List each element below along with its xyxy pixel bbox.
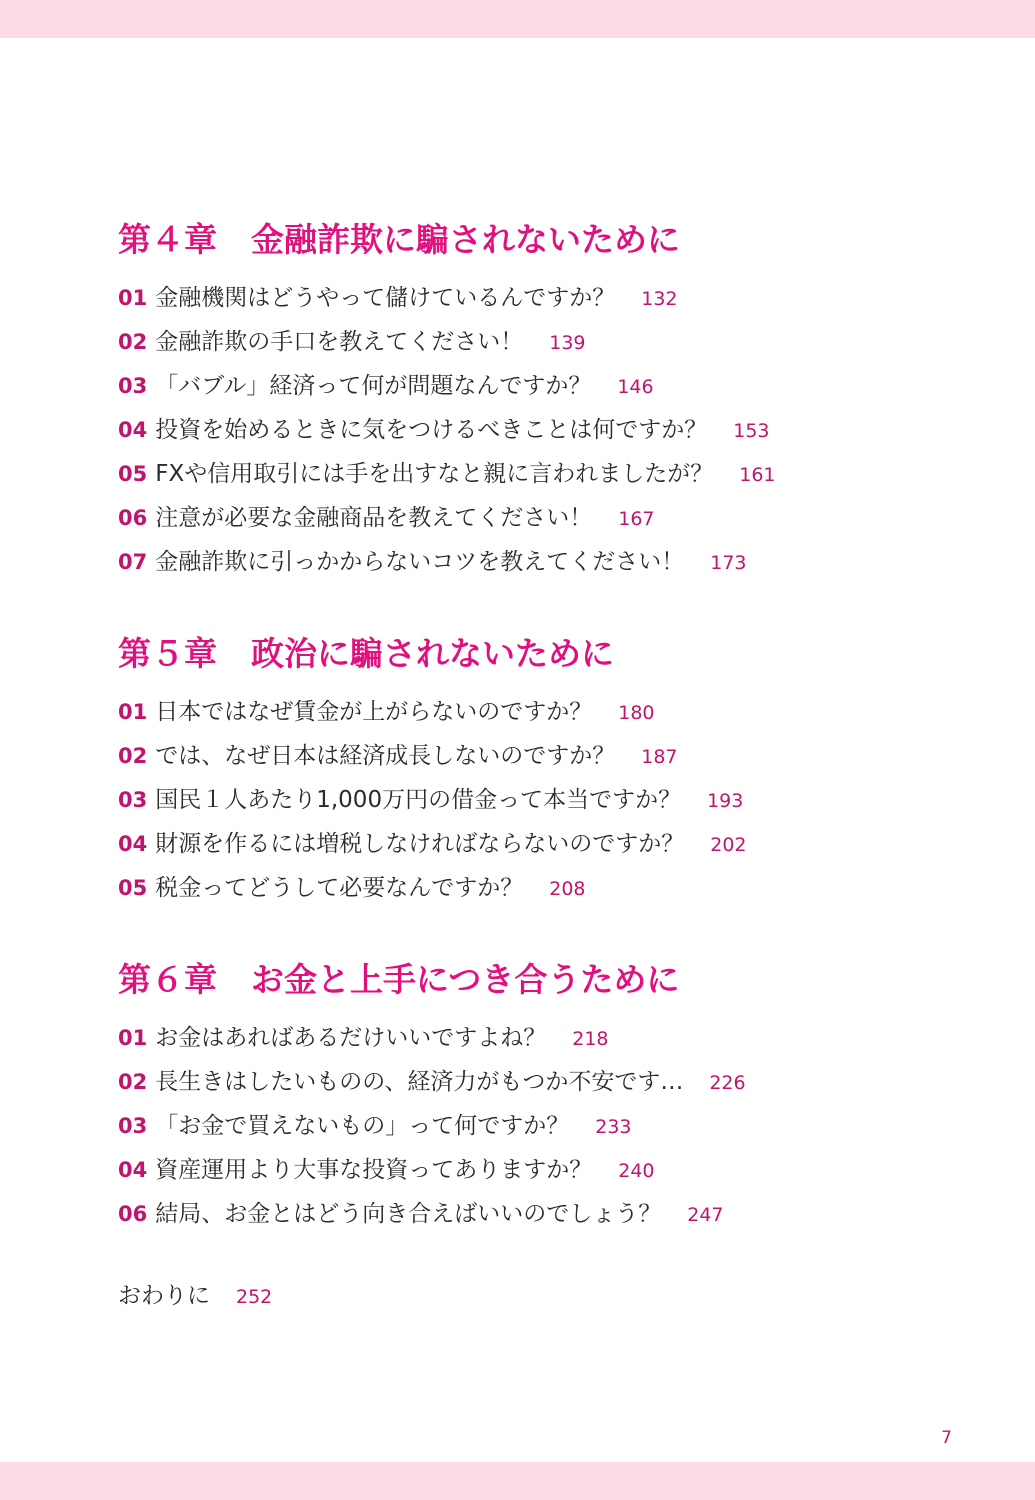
item-title: では、なぜ日本は経済成長しないのですか？ (155, 743, 616, 769)
closing-title: おわりに (118, 1283, 210, 1309)
chapter-label: 第４章 (118, 220, 217, 259)
chapter-title (118, 954, 998, 1006)
item-title: 財源を作るには増税しなければならないのですか？ (155, 831, 685, 857)
item-number: 02 (118, 1070, 148, 1094)
toc-item[interactable] (118, 496, 998, 540)
item-page: 180 (618, 702, 655, 724)
chapter-heading: お金と上手につき合うために (251, 960, 680, 999)
item-page: 208 (549, 878, 586, 900)
toc-item[interactable] (118, 1148, 998, 1192)
item-page: 187 (641, 746, 678, 768)
item-title: 金融詐欺に引っかからないコツを教えてください！ (155, 549, 685, 575)
item-title: 資産運用より大事な投資ってありますか？ (155, 1157, 593, 1183)
item-number: 04 (118, 418, 148, 442)
toc-item[interactable] (118, 822, 998, 866)
top-pink-band (0, 0, 1035, 38)
item-page: 240 (618, 1160, 655, 1182)
toc-item[interactable] (118, 452, 998, 496)
item-title: 投資を始めるときに気をつけるべきことは何ですか？ (155, 417, 708, 443)
item-number: 03 (118, 1114, 148, 1138)
item-title: 「バブル」経済って何が問題なんですか？ (155, 373, 592, 399)
item-title: お金はあればあるだけいいですよね？ (155, 1025, 547, 1051)
toc-item[interactable] (118, 734, 998, 778)
item-number: 04 (118, 832, 148, 856)
page-number: 7 (941, 1428, 952, 1448)
item-page: 167 (618, 508, 655, 530)
item-number: 03 (118, 374, 148, 398)
chapter-4 (118, 214, 998, 584)
toc-item[interactable] (118, 540, 998, 584)
table-of-contents (118, 214, 998, 1318)
item-number: 01 (118, 700, 148, 724)
toc-item[interactable] (118, 408, 998, 452)
item-number: 07 (118, 550, 148, 574)
toc-item[interactable] (118, 1016, 998, 1060)
item-number: 06 (118, 506, 148, 530)
toc-item[interactable] (118, 690, 998, 734)
item-title: 「お金で買えないもの」って何ですか？ (155, 1113, 570, 1139)
closing-page: 252 (236, 1286, 273, 1308)
item-title: 税金ってどうして必要なんですか？ (155, 875, 524, 901)
item-title: FXや信用取引には手を出すなと親に言われましたが？ (155, 461, 714, 487)
item-title: 注意が必要な金融商品を教えてください！ (155, 505, 593, 531)
toc-item[interactable] (118, 1060, 998, 1104)
chapter-title (118, 214, 998, 266)
item-title: 長生きはしたいものの、経済力がもつか不安です… (155, 1069, 684, 1095)
toc-item[interactable] (118, 364, 998, 408)
item-page: 161 (739, 464, 776, 486)
item-number: 03 (118, 788, 148, 812)
item-title: 結局、お金とはどう向き合えばいいのでしょう？ (155, 1201, 662, 1227)
toc-item[interactable] (118, 1104, 998, 1148)
item-page: 173 (710, 552, 747, 574)
chapter-6 (118, 954, 998, 1236)
toc-item[interactable] (118, 276, 998, 320)
item-number: 01 (118, 1026, 148, 1050)
chapter-5 (118, 628, 998, 910)
item-number: 04 (118, 1158, 148, 1182)
chapter-label: 第６章 (118, 960, 217, 999)
toc-item[interactable] (118, 778, 998, 822)
item-title: 金融機関はどうやって儲けているんですか？ (155, 285, 616, 311)
item-page: 233 (595, 1116, 632, 1138)
toc-item-closing[interactable] (118, 1274, 998, 1318)
item-page: 247 (687, 1204, 724, 1226)
toc-item[interactable] (118, 866, 998, 910)
item-page: 139 (549, 332, 586, 354)
bottom-pink-band (0, 1462, 1035, 1500)
item-title: 金融詐欺の手口を教えてください！ (155, 329, 524, 355)
item-page: 132 (641, 288, 678, 310)
item-page: 193 (707, 790, 744, 812)
item-page: 226 (709, 1072, 746, 1094)
item-number: 01 (118, 286, 148, 310)
item-page: 153 (733, 420, 770, 442)
chapter-label: 第５章 (118, 634, 217, 673)
item-page: 202 (710, 834, 747, 856)
item-page: 218 (572, 1028, 609, 1050)
chapter-title (118, 628, 998, 680)
item-title: 日本ではなぜ賃金が上がらないのですか？ (155, 699, 593, 725)
item-number: 02 (118, 330, 148, 354)
item-number: 06 (118, 1202, 148, 1226)
chapter-heading: 金融詐欺に騙されないために (251, 220, 680, 259)
item-number: 02 (118, 744, 148, 768)
toc-item[interactable] (118, 320, 998, 364)
item-page: 146 (617, 376, 654, 398)
toc-item[interactable] (118, 1192, 998, 1236)
item-number: 05 (118, 462, 148, 486)
item-title: 国民１人あたり1,000万円の借金って本当ですか？ (155, 787, 682, 813)
item-number: 05 (118, 876, 148, 900)
chapter-heading: 政治に騙されないために (251, 634, 614, 673)
